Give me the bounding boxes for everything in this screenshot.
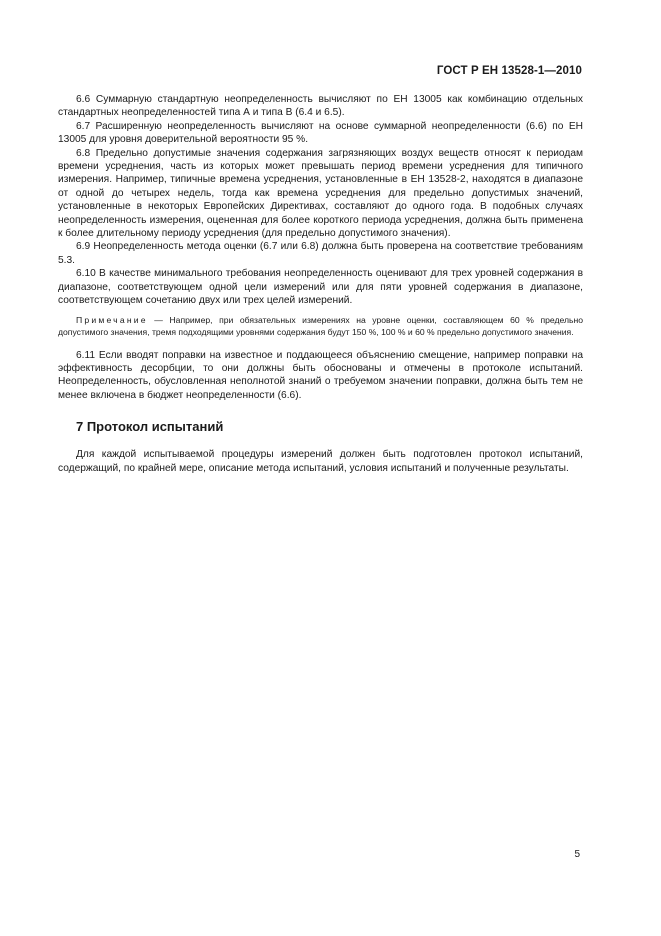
document-code-header: ГОСТ Р ЕН 13528-1—2010 (436, 65, 582, 77)
paragraph-6-11: 6.11 Если вводят поправки на известное и поддающееся объяснению смещение, например поправки на эффективность десорбции, то они должны быть обоснованы и отмечены в протоколе испытаний. Неопределенность, обусловленная неполнотой знаний о требуемом значении поправки, должна быть тем не менее включена в бюджет неопределенности (6.6). (58, 349, 583, 401)
paragraph-6-10: 6.10 В качестве минимального требования неопределенность оценивают для трех уровней содержания в диапазоне, соответствующем одной цели измерений или для пяти уровней содержания в диапазоне, соответствующем сочетанию двух или трех целей измерений. (58, 268, 583, 307)
note-block (58, 314, 583, 339)
section-7-text: Для каждой испытываемой процедуры измерений должен быть подготовлен протокол испытаний, содержащий, по крайней мере, описание метода испытаний, условия испытаний и полученные результаты. (58, 449, 583, 474)
section-7-title: 7 Протокол испытаний (76, 419, 224, 435)
paragraph-6-7: 6.7 Расширенную неопределенность вычисляют на основе суммарной неопределенности (6.6) по ЕН 13005 для уровня доверительной вероятности 95 %. (58, 120, 583, 146)
note-text: — Например, при обязательных измерениях на уровне оценки, составляющем 60 % предельно допустимого значения, тремя подходящими уровнями содержания будут 150 %, 100 % и 60 % предельно допустимого значения. (58, 314, 583, 337)
note-label: Примечание (76, 314, 148, 325)
paragraph-6-8: 6.8 Предельно допустимые значения содержания загрязняющих воздух веществ относят к периодам времени усреднения, часть из которых может превышать период времени усреднения для типичного измерения. Например, типичные времена усреднения, установленные в ЕН 13528-2, находятся в диапазоне от одной до четырех недель, тогда как времена усреднения для предельно допустимых значений, установленные в некоторых Европейских Директивах, составляют до одного года. В подобных случаях неопределенность измерения, оцененная для более короткого периода усреднения, должна быть применена к более длительному периоду усреднения (для предельно допустимого значения). (58, 147, 583, 240)
paragraph-6-6: 6.6 Суммарную стандартную неопределенность вычисляют по ЕН 13005 как комбинацию отдельных стандартных неопределенностей типа А и типа В (6.4 и 6.5). (58, 94, 583, 119)
document-body (58, 93, 583, 475)
paragraph-6-9: 6.9 Неопределенность метода оценки (6.7 или 6.8) должна быть проверена на соответствие требованиям 5.3. (58, 241, 583, 266)
page-number: 5 (574, 849, 580, 860)
